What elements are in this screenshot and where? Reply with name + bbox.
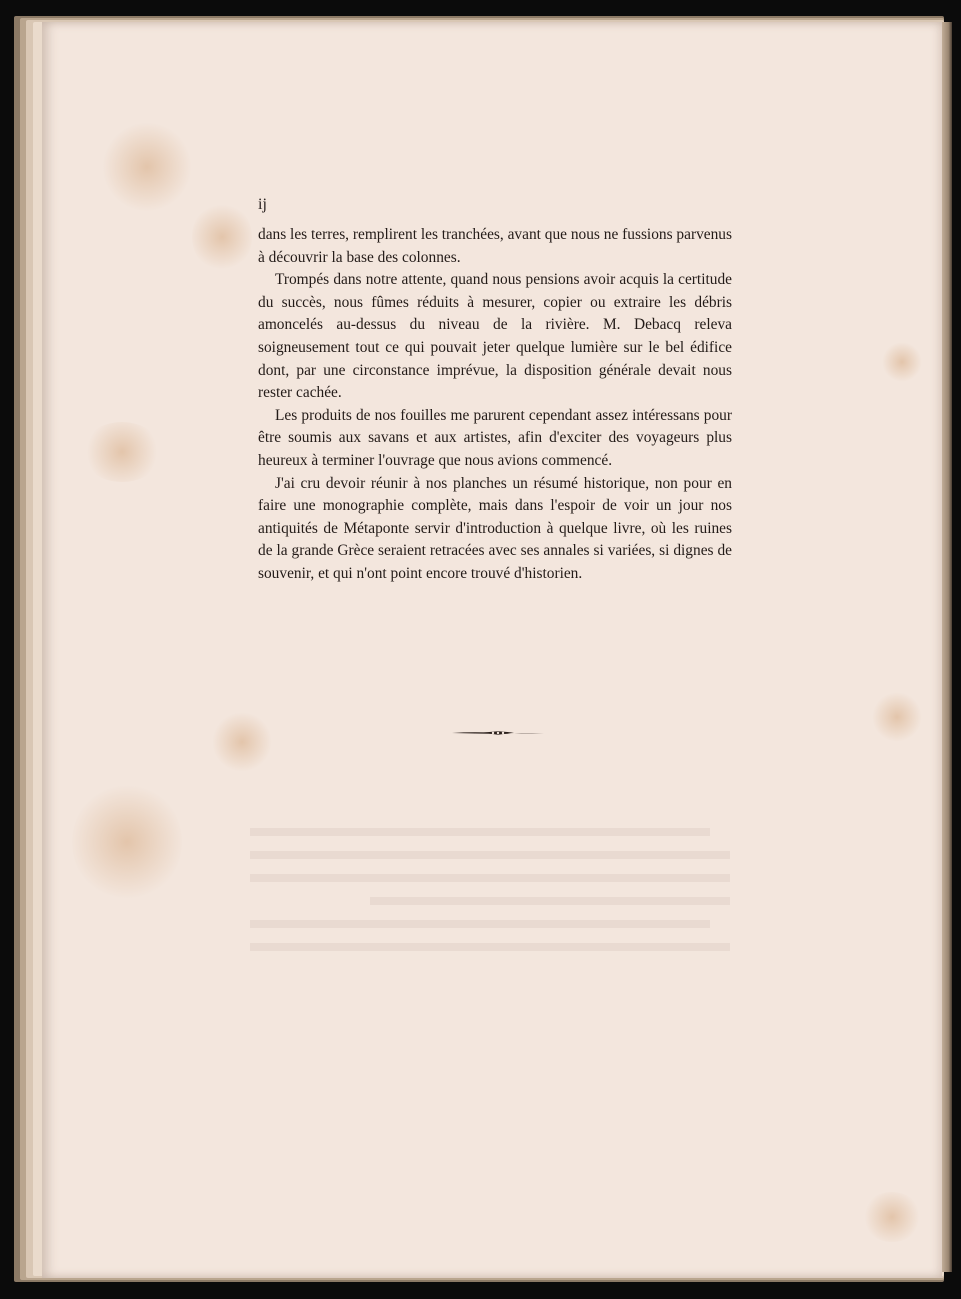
paragraph: dans les terres, remplirent les tranchées, avant que nous ne fussions parvenus à découvrir la base des colonnes. [258,226,732,266]
show-through-text [250,818,730,966]
foxing-spot [192,202,252,272]
paragraph: Trompés dans notre attente, quand nous pensions avoir acquis la certitude du succès, nous fûmes réduits à mesurer, copier ou extraire les débris amoncelés au-dessus du niveau de la rivière. M. Debacq releva soigneusement tout ce qui pouvait jeter quelque lumière sur le bel édifice dont, par une circonstance imprévue, la disposition générale devait nous rester cachée. [258,271,732,402]
foxing-spot [82,422,162,482]
foxing-spot [212,712,272,772]
foxing-spot [72,782,182,902]
page-number: ij [258,196,267,213]
tail-piece-rule-icon [452,728,544,738]
foxing-spot [882,342,922,382]
paragraph: Les produits de nos fouilles me parurent cependant assez intéressans pour être soumis aux savans et aux artistes, afin d'exciter des voyageurs plus heureux à terminer l'ouvrage que nous avions commencé. [258,406,732,469]
foxing-spot [862,1192,922,1242]
paper-page [42,22,942,1278]
body-text [258,224,732,586]
foxing-spot [872,692,922,742]
paragraph: J'ai cru devoir réunir à nos planches un résumé historique, non pour en faire une monographie complète, mais dans l'espoir de voir un jour nos antiquités de Métaponte servir d'introduction à quelque livre, où les ruines de la grande Grèce seraient retracées avec ses annales si variées, si dignes de souvenir, et qui n'ont point encore trouvé d'historien. [258,474,732,582]
foxing-spot [102,122,192,212]
